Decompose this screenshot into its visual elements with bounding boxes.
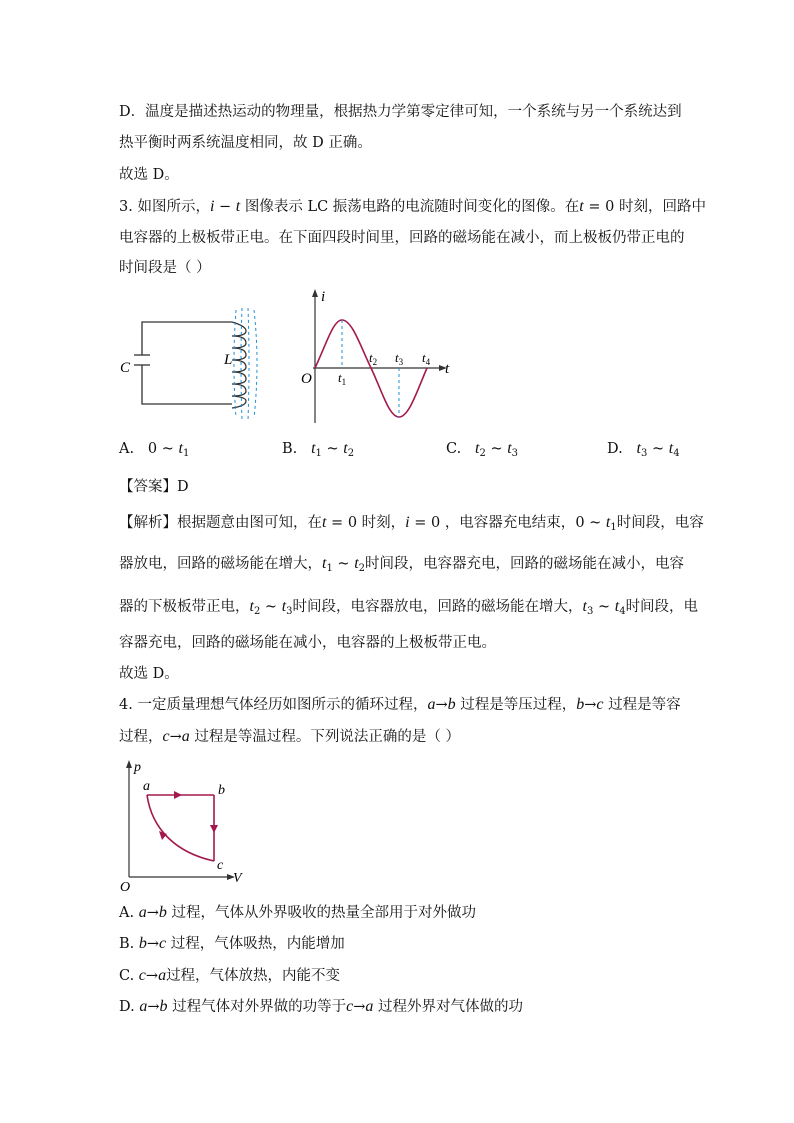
- point-label: b: [218, 783, 225, 798]
- y-axis-label: i: [321, 289, 326, 305]
- option-d: D. $t_3$ ~ $t_4$: [607, 440, 680, 459]
- svg-text:t1: $t_1$: [338, 370, 347, 387]
- tick-label: t: [395, 350, 399, 365]
- svg-text:t3: $t_3$: [395, 350, 404, 367]
- explanation-line-1: 【解析】根据题意由图可知，在t = 0 时刻，i = 0 ，电容器充电结束，0 ~ $t_1$时间段，电容: [119, 514, 704, 533]
- tick-label: t: [369, 350, 373, 365]
- option-a: A. a→b 过程，气体从外界吸收的热量全部用于对外做功: [119, 904, 476, 921]
- option-d: D. a→b 过程气体对外界做的功等于c→a 过程外界对气体做的功: [119, 998, 523, 1015]
- lc-circuit-diagram: [112, 300, 272, 425]
- point-label: a: [143, 779, 150, 794]
- pressure-volume-graph: [112, 755, 252, 895]
- point-label: c: [217, 858, 224, 873]
- question-3-line-3: 时间段是（ ）: [119, 260, 211, 276]
- option-b: B. b→c 过程，气体吸热，内能增加: [119, 935, 345, 952]
- origin-label: O: [301, 371, 312, 387]
- tick-label: t: [338, 370, 342, 385]
- y-axis-label: p: [134, 760, 141, 775]
- cycle-path: [147, 795, 214, 861]
- inductor-label: L: [224, 352, 233, 368]
- text-line: 热平衡时两系统温度相同，故 D 正确。: [119, 135, 372, 151]
- answer-line: 【答案】D: [119, 479, 189, 495]
- text-line: D．温度是描述热运动的物理量，根据热力学第零定律可知，一个系统与另一个系统达到: [119, 104, 682, 120]
- option-c: C. c→a过程，气体放热，内能不变: [119, 967, 341, 984]
- question-3-line-2: 电容器的上极板带正电。在下面四段时间里，回路的磁场能在减小，而上极板仍带正电的: [119, 230, 685, 246]
- option-c: C. $t_2$ ~ $t_3$: [446, 440, 519, 459]
- text-line: 故选 D。: [119, 666, 179, 682]
- x-axis-label: V: [233, 871, 242, 886]
- question-3-line-1: 3. 如图所示，i − t 图像表示 LC 振荡电路的电流随时间变化的图像。在t = 0 时刻，回路中: [119, 198, 706, 215]
- capacitor-label: C: [120, 360, 131, 376]
- text-line: 故选 D。: [119, 167, 179, 183]
- question-4-line-1: 4. 一定质量理想气体经历如图所示的循环过程，a→b 过程是等压过程，b→c 过程是等容: [119, 696, 681, 713]
- svg-text:t2: $t_2$: [369, 350, 378, 367]
- explanation-line-4: 容器充电，回路的磁场能在减小，电容器的上极板带正电。: [119, 635, 496, 651]
- x-axis-label: t: [445, 361, 450, 377]
- question-4-line-2: 过程，c→a 过程是等温过程。下列说法正确的是（ ）: [119, 728, 460, 745]
- tick-label: t: [422, 350, 426, 365]
- current-time-graph: [295, 285, 460, 425]
- explanation-line-2: 器放电，回路的磁场能在增大，$t_1$ ~ $t_2$时间段，电容器充电，回路的磁场能在减小，电容: [119, 555, 685, 574]
- option-a: A. 0 ~ $t_1$: [119, 440, 190, 459]
- svg-text:t4: $t_4$: [422, 350, 431, 367]
- option-b: B. $t_1$ ~ $t_2$: [282, 440, 355, 459]
- origin-label: O: [120, 880, 131, 895]
- explanation-line-3: 器的下极板带正电，$t_2$ ~ $t_3$时间段，电容器放电，回路的磁场能在增大，$t_3$ ~ $t_4$时间段，电: [119, 598, 699, 617]
